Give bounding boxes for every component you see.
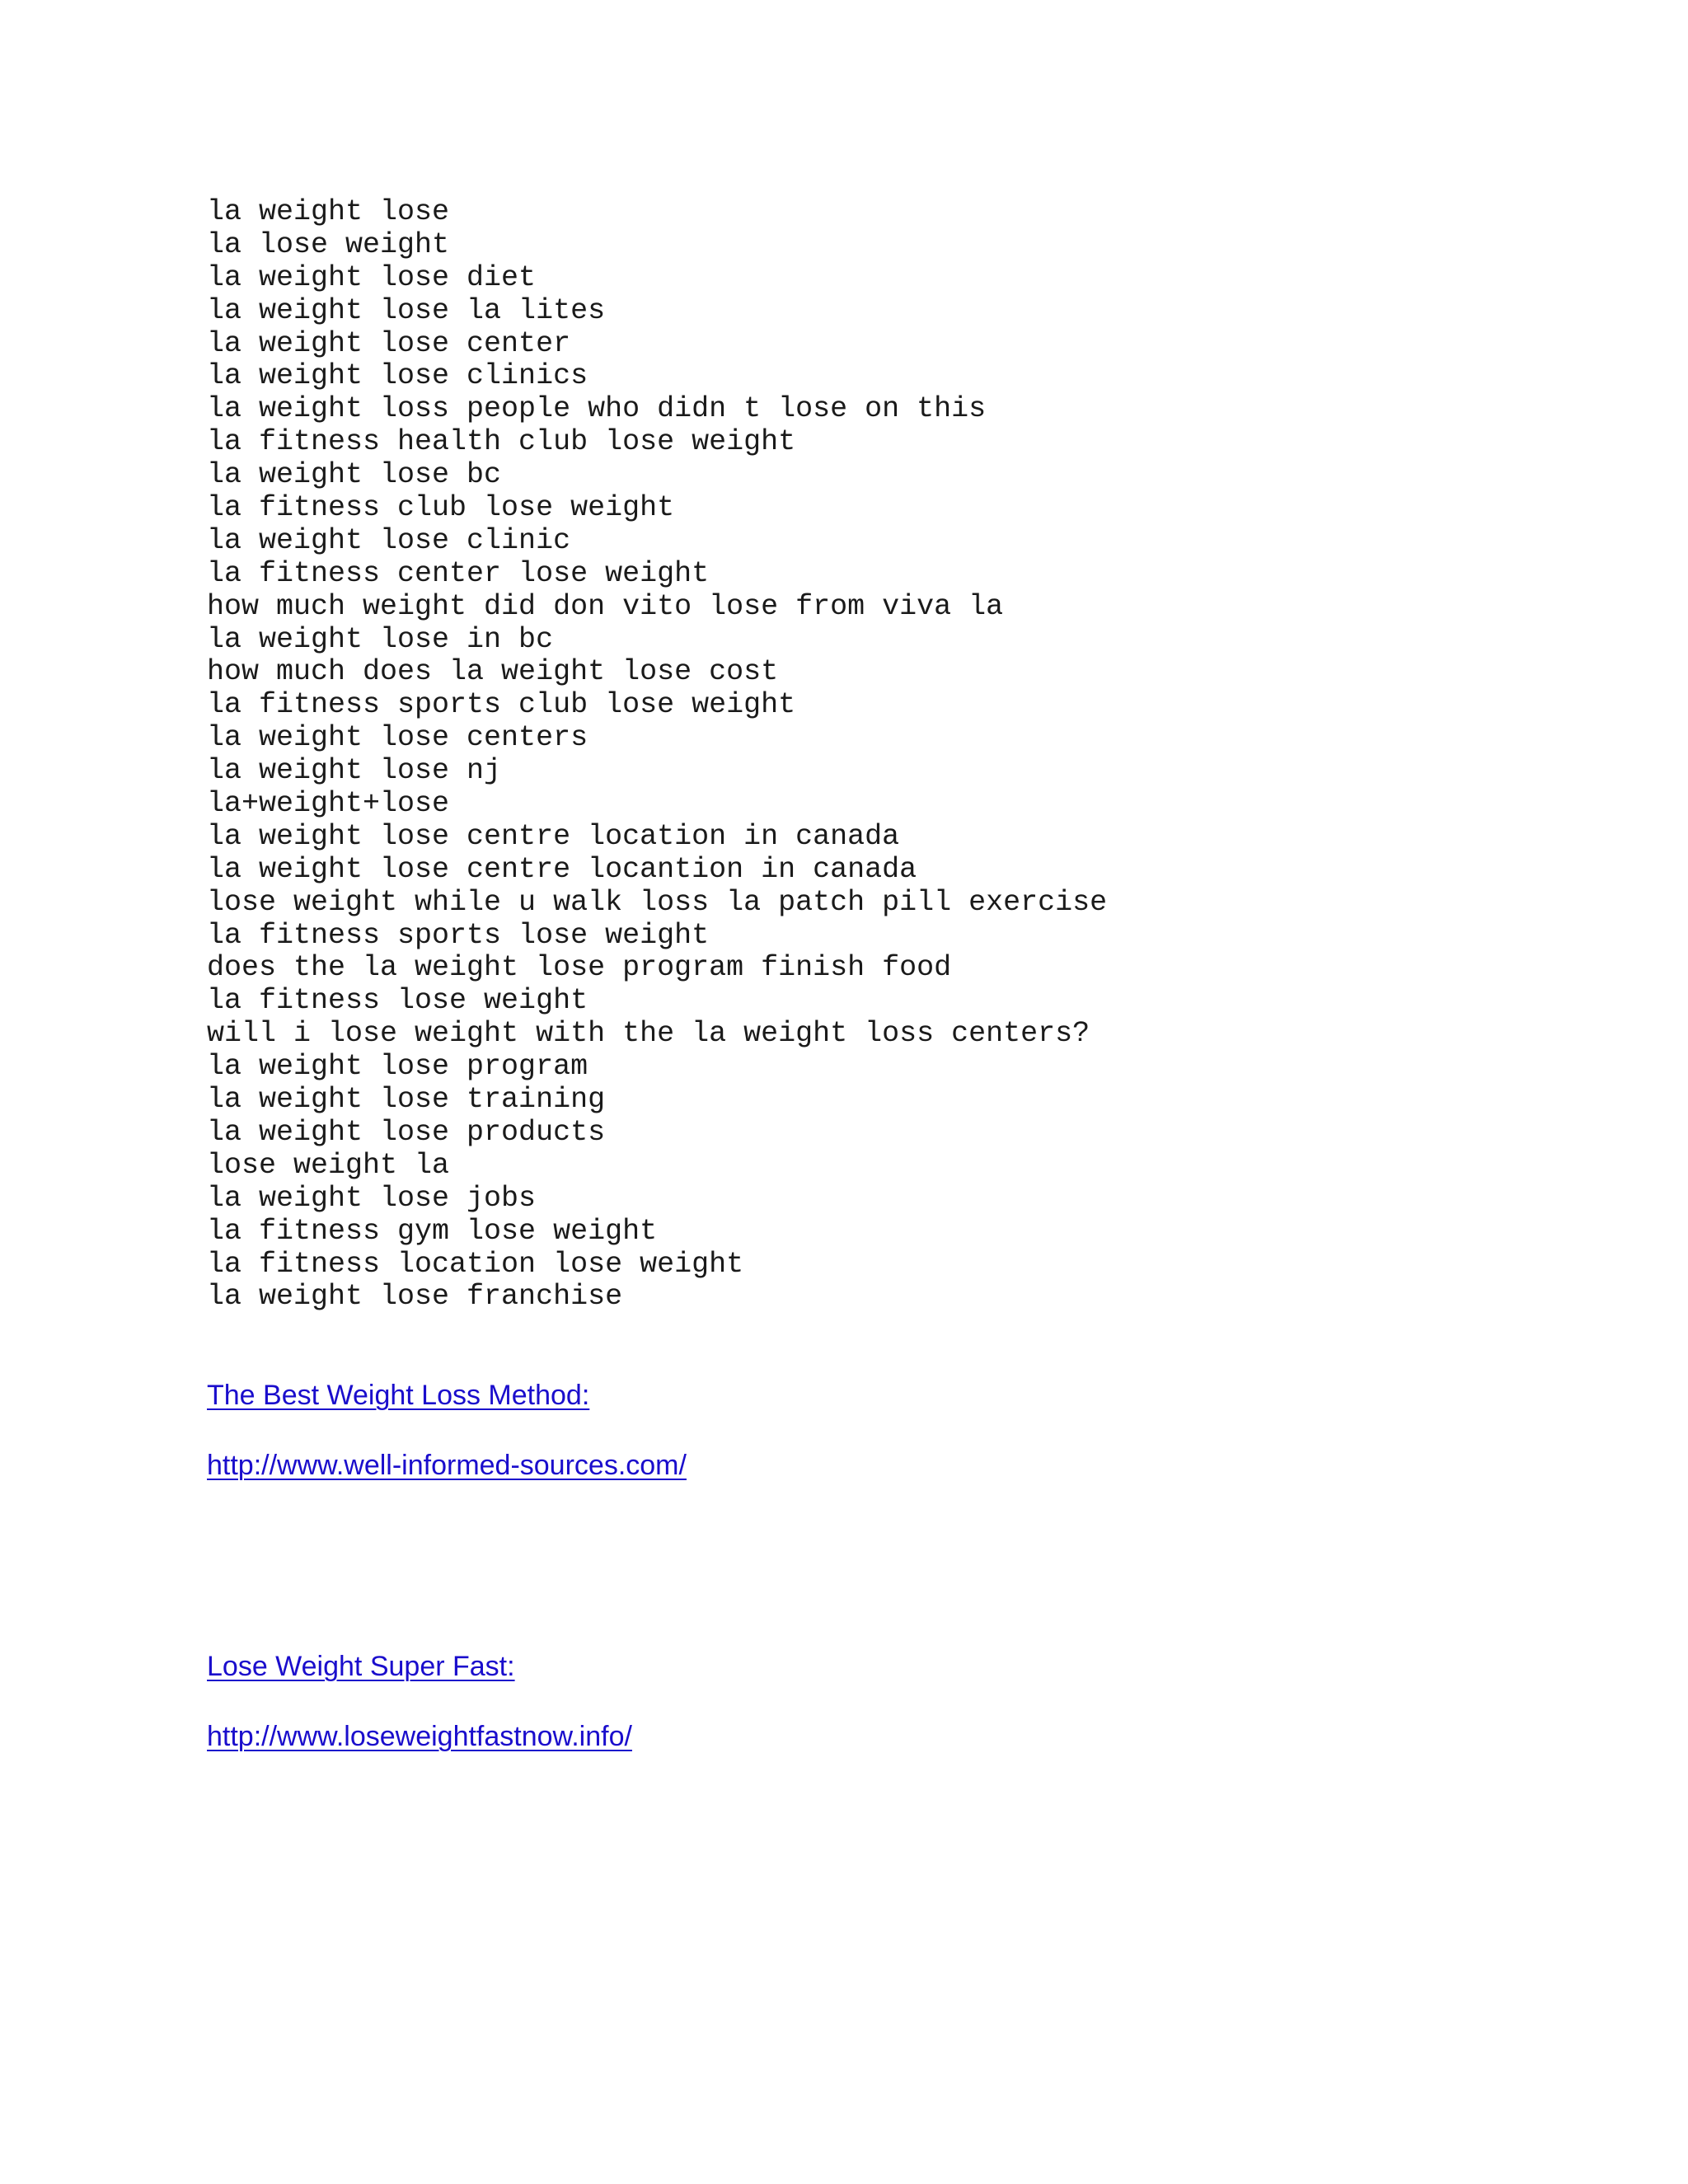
- keyword-line: la weight lose training: [207, 1083, 606, 1117]
- keyword-line: la fitness lose weight: [207, 984, 588, 1018]
- keyword-line: la weight lose clinic: [207, 523, 571, 557]
- keyword-line: does the la weight lose program finish food: [207, 951, 952, 985]
- keyword-line: la fitness gym lose weight: [207, 1214, 658, 1248]
- keyword-line: la weight lose clinics: [207, 359, 588, 393]
- best-weight-loss-method-link[interactable]: The Best Weight Loss Method:: [207, 1380, 590, 1411]
- keyword-line: la fitness location lose weight: [207, 1247, 744, 1281]
- keyword-line: la fitness sports lose weight: [207, 918, 710, 952]
- keyword-line: la fitness sports club lose weight: [207, 688, 796, 722]
- keyword-line: how much does la weight lose cost: [207, 655, 779, 689]
- keyword-line: la weight loss people who didn t lose on this: [207, 392, 987, 426]
- keyword-line: la weight lose centers: [207, 721, 588, 755]
- keyword-line: la weight lose center: [207, 326, 571, 360]
- keyword-line: la fitness club lose weight: [207, 491, 675, 525]
- keyword-line: la weight lose in bc: [207, 622, 554, 656]
- keyword-line: la+weight+lose: [207, 787, 450, 821]
- keyword-line: la weight lose diet: [207, 260, 537, 294]
- lose-weight-super-fast-link[interactable]: Lose Weight Super Fast:: [207, 1651, 515, 1682]
- keyword-line: la lose weight: [207, 227, 450, 261]
- keyword-line: la weight lose bc: [207, 458, 502, 492]
- keyword-line: la fitness health club lose weight: [207, 425, 796, 459]
- keyword-line: la weight lose centre location in canada: [207, 819, 900, 853]
- keyword-line: la weight lose centre locantion in canada: [207, 852, 917, 886]
- keyword-line: lose weight while u walk loss la patch pill exercise: [207, 885, 1108, 919]
- keyword-line: la weight lose program: [207, 1050, 588, 1084]
- keyword-line: how much weight did don vito lose from viva la: [207, 589, 1004, 623]
- keyword-line: la weight lose jobs: [207, 1181, 537, 1215]
- keyword-line: lose weight la: [207, 1148, 450, 1182]
- well-informed-sources-url-link[interactable]: http://www.well-informed-sources.com/: [207, 1450, 687, 1481]
- keyword-line: la weight lose nj: [207, 754, 502, 788]
- keyword-line: will i lose weight with the la weight loss centers?: [207, 1017, 1090, 1051]
- keyword-line: la fitness center lose weight: [207, 556, 710, 590]
- loseweightfastnow-url-link[interactable]: http://www.loseweightfastnow.info/: [207, 1721, 632, 1752]
- keyword-line: la weight lose: [207, 195, 450, 228]
- keyword-line: la weight lose franchise: [207, 1280, 623, 1314]
- keyword-list: [207, 196, 1107, 1314]
- keyword-line: la weight lose la lites: [207, 293, 606, 327]
- keyword-line: la weight lose products: [207, 1115, 606, 1149]
